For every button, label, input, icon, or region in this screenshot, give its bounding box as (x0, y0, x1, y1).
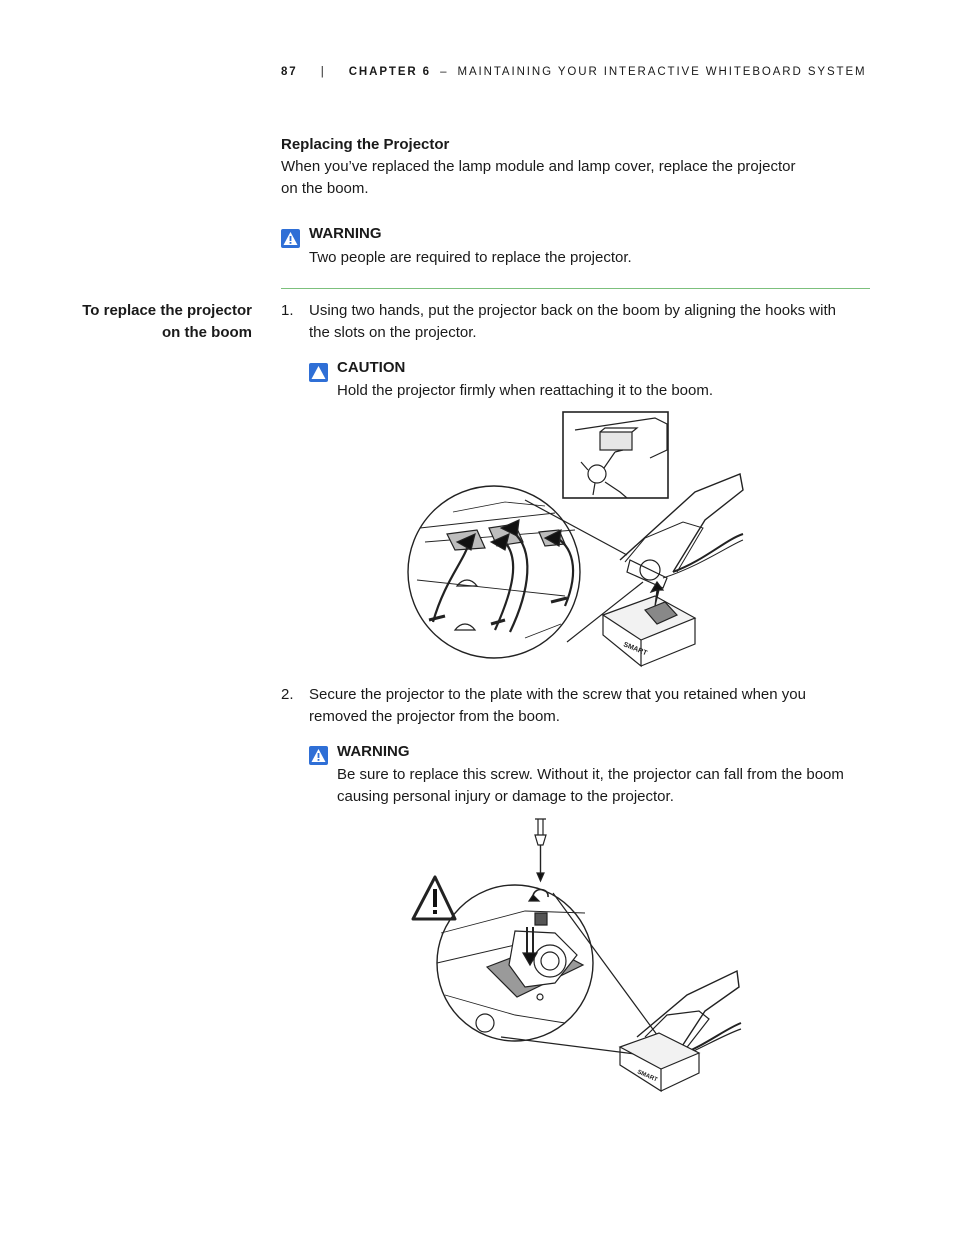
caution-text: Hold the projector firmly when reattaching it to the boom. (337, 382, 714, 399)
warning-text: Two people are required to replace the projector. (309, 249, 632, 266)
section-title: Replacing the Projector (281, 136, 450, 153)
caution-label: CAUTION (337, 359, 406, 376)
step-2-text (309, 684, 869, 728)
figure-reattach-projector (405, 410, 745, 675)
warning-2-text (337, 764, 877, 808)
step-2-line-2: removed the projector from the boom. (309, 708, 560, 725)
figure-secure-screw (405, 815, 745, 1095)
chapter-title: MAINTAINING YOUR INTERACTIVE WHITEBOARD SYSTEM (457, 66, 867, 78)
section-divider (281, 288, 870, 289)
step-2-line-1: Secure the projector to the plate with the screw that you retained when you (309, 686, 806, 703)
procedure-heading-line-1: To replace the projector (82, 302, 252, 319)
header-separator: | (320, 66, 326, 78)
projector-brand-label: SMART (622, 641, 648, 658)
section-intro (281, 156, 841, 200)
header-dash: – (440, 66, 449, 78)
step-1-line-1: Using two hands, put the projector back on the boom by aligning the hooks with (309, 302, 836, 319)
projector-brand-label-2: SMART (636, 1069, 659, 1084)
warning-2-line-2: causing personal injury or damage to the projector. (337, 788, 674, 805)
step-1-line-2: the slots on the projector. (309, 324, 477, 341)
intro-line-1: When you’ve replaced the lamp module and lamp cover, replace the projector (281, 158, 796, 175)
chapter-label: CHAPTER 6 (348, 66, 431, 78)
procedure-heading-line-2: on the boom (162, 324, 252, 341)
warning-2-line-1: Be sure to replace this screw. Without it, the projector can fall from the boom (337, 766, 844, 783)
page-number: 87 (281, 66, 298, 78)
warning-icon-2 (309, 746, 328, 765)
procedure-heading (82, 300, 252, 344)
caution-icon (309, 363, 328, 382)
intro-line-2: on the boom. (281, 180, 369, 197)
warning-label: WARNING (309, 225, 382, 242)
warning-2-label: WARNING (337, 743, 410, 760)
step-1-text (309, 300, 869, 344)
running-header (281, 66, 867, 78)
step-2-number: 2. (281, 686, 294, 703)
warning-icon (281, 229, 300, 248)
step-1-number: 1. (281, 302, 294, 319)
